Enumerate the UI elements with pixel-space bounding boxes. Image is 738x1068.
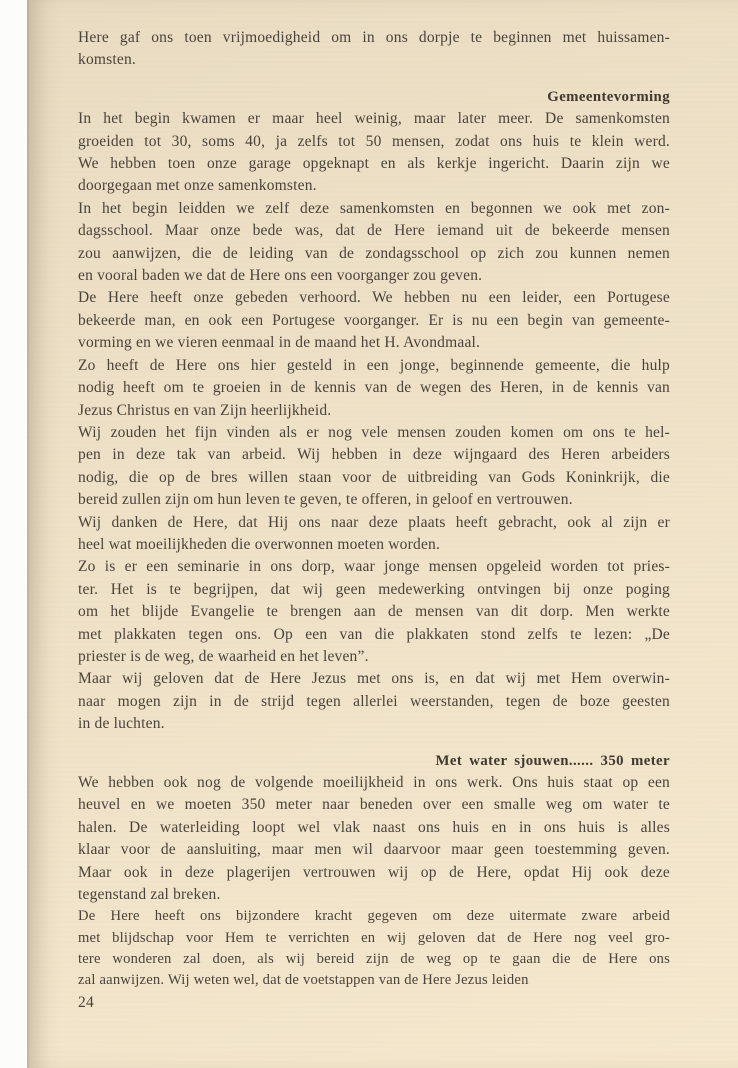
text-line: nodig heeft om te groeien in de kennis van de wegen des Heren, in de kennis van: [78, 379, 670, 397]
text-line: Jezus Christus en van Zijn heerlijkheid.: [78, 401, 332, 419]
text-line: tere wonderen zal doen, als wij bereid zijn de weg op te gaan die de Here ons: [78, 950, 670, 967]
paragraph: [78, 287, 670, 354]
section-heading: Met water sjouwen...... 350 meter: [435, 752, 670, 769]
paragraph: [78, 108, 670, 198]
text-line: Here gaf ons toen vrijmoedigheid om in ons dorpje te beginnen met huissamen-: [78, 29, 670, 46]
text-line: om het blijde Evangelie te brengen aan de mensen van dit dorp. Men werkte: [78, 603, 670, 621]
text-line: bekeerde man, en ook een Portugese voorganger. Er is nu een begin van gemeente-: [78, 311, 670, 329]
text-line: met blijdschap voor Hem te verrichten en wij geloven dat de Here nog veel gro-: [78, 929, 670, 946]
text-line: Zo heeft de Here ons hier gesteld in een jonge, beginnende gemeente, die hulp: [78, 356, 670, 374]
text-line: komsten.: [78, 51, 136, 69]
paragraph: [78, 422, 670, 512]
section-heading: Gemeentevorming: [547, 88, 670, 105]
text-line: vorming en we vieren eenmaal in de maand het H. Avondmaal.: [78, 334, 481, 352]
paragraph: [78, 355, 670, 422]
paragraph: [78, 556, 670, 668]
text-line: In het begin kwamen er maar heel weinig, maar later meer. De samenkomsten: [78, 110, 670, 128]
text-line: met plakkaten tegen ons. Op een van die plakkaten stond zelfs te lezen: „De: [78, 625, 670, 643]
text-line: dagsschool. Maar onze bede was, dat de Here iemand uit de bekeerde mensen: [78, 222, 670, 240]
text-line: tegenstand zal breken.: [78, 886, 221, 904]
text-line: bereid zullen zijn om hun leven te geven, te offeren, in geloof en vertrouwen.: [78, 491, 573, 509]
text-line: Maar wij geloven dat de Here Jezus met ons is, en dat wij met Hem overwin-: [78, 670, 670, 688]
page-number: 24: [78, 994, 94, 1012]
text-line: halen. De waterleiding loopt wel vlak naast ons huis en in ons huis is alles: [78, 818, 670, 836]
text-line: ter. Het is te begrijpen, dat wij geen medewerking ontvingen bij onze poging: [78, 580, 670, 598]
paragraph: [78, 27, 670, 72]
text-line: Maar ook in deze plagerijen vertrouwen wij op de Here, opdat Hij ook deze: [78, 863, 670, 881]
text-line: De Here heeft onze gebeden verhoord. We hebben nu een leider, een Portugese: [78, 289, 670, 307]
text-line: In het begin leidden we zelf deze samenkomsten en begonnen we ook met zon-: [78, 199, 670, 217]
scan-left-margin: [0, 0, 27, 1068]
text-line: pen in deze tak van arbeid. Wij hebben in deze wijngaard des Heren arbeiders: [78, 446, 670, 464]
text-line: Wij zouden het fijn vinden als er nog vele mensen zouden komen om ons te hel-: [78, 423, 670, 441]
body-text: [78, 27, 670, 991]
text-column: [78, 27, 670, 1015]
text-line: en vooral baden we dat de Here ons een voorganger zou geven.: [78, 267, 483, 285]
text-line: naar mogen zijn in de strijd tegen allerlei weerstanden, tegen de boze geesten: [78, 692, 670, 710]
text-line: We hebben ook nog de volgende moeilijkheid in ons werk. Ons huis staat op een: [78, 774, 670, 791]
text-line: doorgegaan met onze samenkomsten.: [78, 177, 317, 195]
text-line: nodig, die op de bres willen staan voor de uitbreiding van Gods Koninkrijk, die: [78, 468, 670, 486]
text-line: zou aanwijzen, die de leiding van de zondagsschool op zich zou kunnen nemen: [78, 244, 670, 262]
text-line: De Here heeft ons bijzondere kracht gegeven om deze uitermate zware arbeid: [78, 908, 670, 925]
text-line: Zo is er een seminarie in ons dorp, waar jonge mensen opgeleid worden tot pries-: [78, 558, 670, 576]
book-page: [27, 0, 738, 1068]
text-line: Wij danken de Here, dat Hij ons naar deze plaats heeft gebracht, ook al zijn er: [78, 513, 670, 531]
paragraph: [78, 198, 670, 288]
paragraph: [78, 668, 670, 735]
paragraph: [78, 906, 670, 991]
text-line: klaar voor de aansluiting, maar men wil daarvoor maar geen toestemming geven.: [78, 841, 670, 859]
text-line: heuvel en we moeten 350 meter naar beneden over een smalle weg om water te: [78, 796, 670, 814]
text-line: in de luchten.: [78, 715, 165, 733]
text-line: groeiden tot 30, soms 40, ja zelfs tot 50 mensen, zodat ons huis te klein werd.: [78, 132, 670, 150]
paragraph: [78, 772, 670, 906]
text-line: We hebben toen onze garage opgeknapt en als kerkje ingericht. Daarin zijn we: [78, 155, 670, 173]
text-line: heel wat moeilijkheden die overwonnen moeten worden.: [78, 535, 441, 553]
text-line: zal aanwijzen. Wij weten wel, dat de voetstappen van de Here Jezus leiden: [78, 972, 529, 989]
paragraph: [78, 512, 670, 557]
text-line: priester is de weg, de waarheid en het leven”.: [78, 647, 369, 665]
